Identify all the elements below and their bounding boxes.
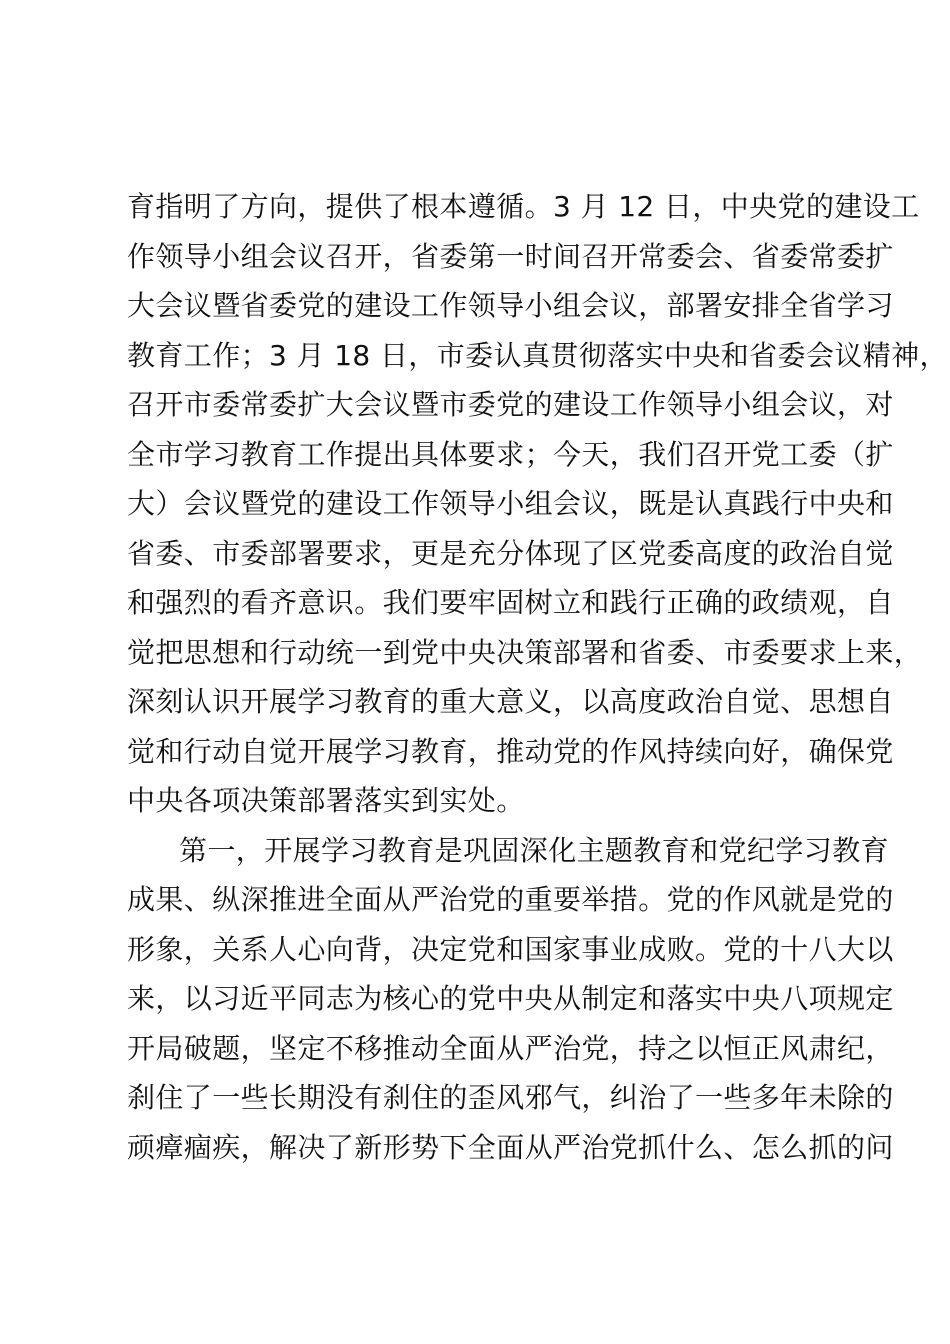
text-line: 和强烈的看齐意识。我们要牢固树立和践行正确的政绩观，自: [127, 586, 894, 619]
text-line: 开局破题，坚定不移推动全面从严治党，持之以恒正风肃纪，: [127, 1031, 894, 1065]
text-line: 成果、纵深推进全面从严治党的重要举措。党的作风就是党的: [127, 883, 894, 916]
text-line: 育指明了方向，提供了根本遵循。3 月 12 日，中央党的建设工: [127, 190, 920, 223]
text-line: 教育工作；3 月 18 日，市委认真贯彻落实中央和省委会议精神，: [127, 338, 948, 372]
text-line: 觉把思想和行动统一到党中央决策部署和省委、市委要求上来，: [127, 635, 923, 669]
text-line: 深刻认识开展学习教育的重大意义，以高度政治自觉、思想自: [127, 685, 894, 718]
text-line: 来，以习近平同志为核心的党中央从制定和落实中央八项规定: [127, 982, 894, 1015]
text-line: 召开市委常委扩大会议暨市委党的建设工作领导小组会议，对: [127, 388, 894, 421]
text-line: 省委、市委部署要求，更是充分体现了区党委高度的政治自觉: [127, 536, 894, 570]
text-line: 形象，关系人心向背，决定党和国家事业成败。党的十八大以: [127, 932, 894, 966]
text-line: 顽瘴痼疾，解决了新形势下全面从严治党抓什么、怎么抓的问: [127, 1130, 894, 1164]
text-line: 全市学习教育工作提出具体要求；今天，我们召开党工委（扩: [127, 437, 894, 471]
text-line: 觉和行动自觉开展学习教育，推动党的作风持续向好，确保党: [127, 734, 894, 768]
text-line: 中央各项决策部署落实到实处。: [127, 784, 525, 817]
text-line: 大）会议暨党的建设工作领导小组会议，既是认真践行中央和: [127, 487, 894, 520]
text-line: 大会议暨省委党的建设工作领导小组会议，部署安排全省学习: [127, 289, 894, 322]
body-text: [127, 182, 948, 1172]
text-line: 作领导小组会议召开，省委第一时间召开常委会、省委常委扩: [127, 239, 894, 273]
text-line: 刹住了一些长期没有刹住的歪风邪气，纠治了一些多年未除的: [127, 1081, 894, 1114]
text-line: 第一，开展学习教育是巩固深化主题教育和党纪学习教育: [179, 833, 890, 867]
